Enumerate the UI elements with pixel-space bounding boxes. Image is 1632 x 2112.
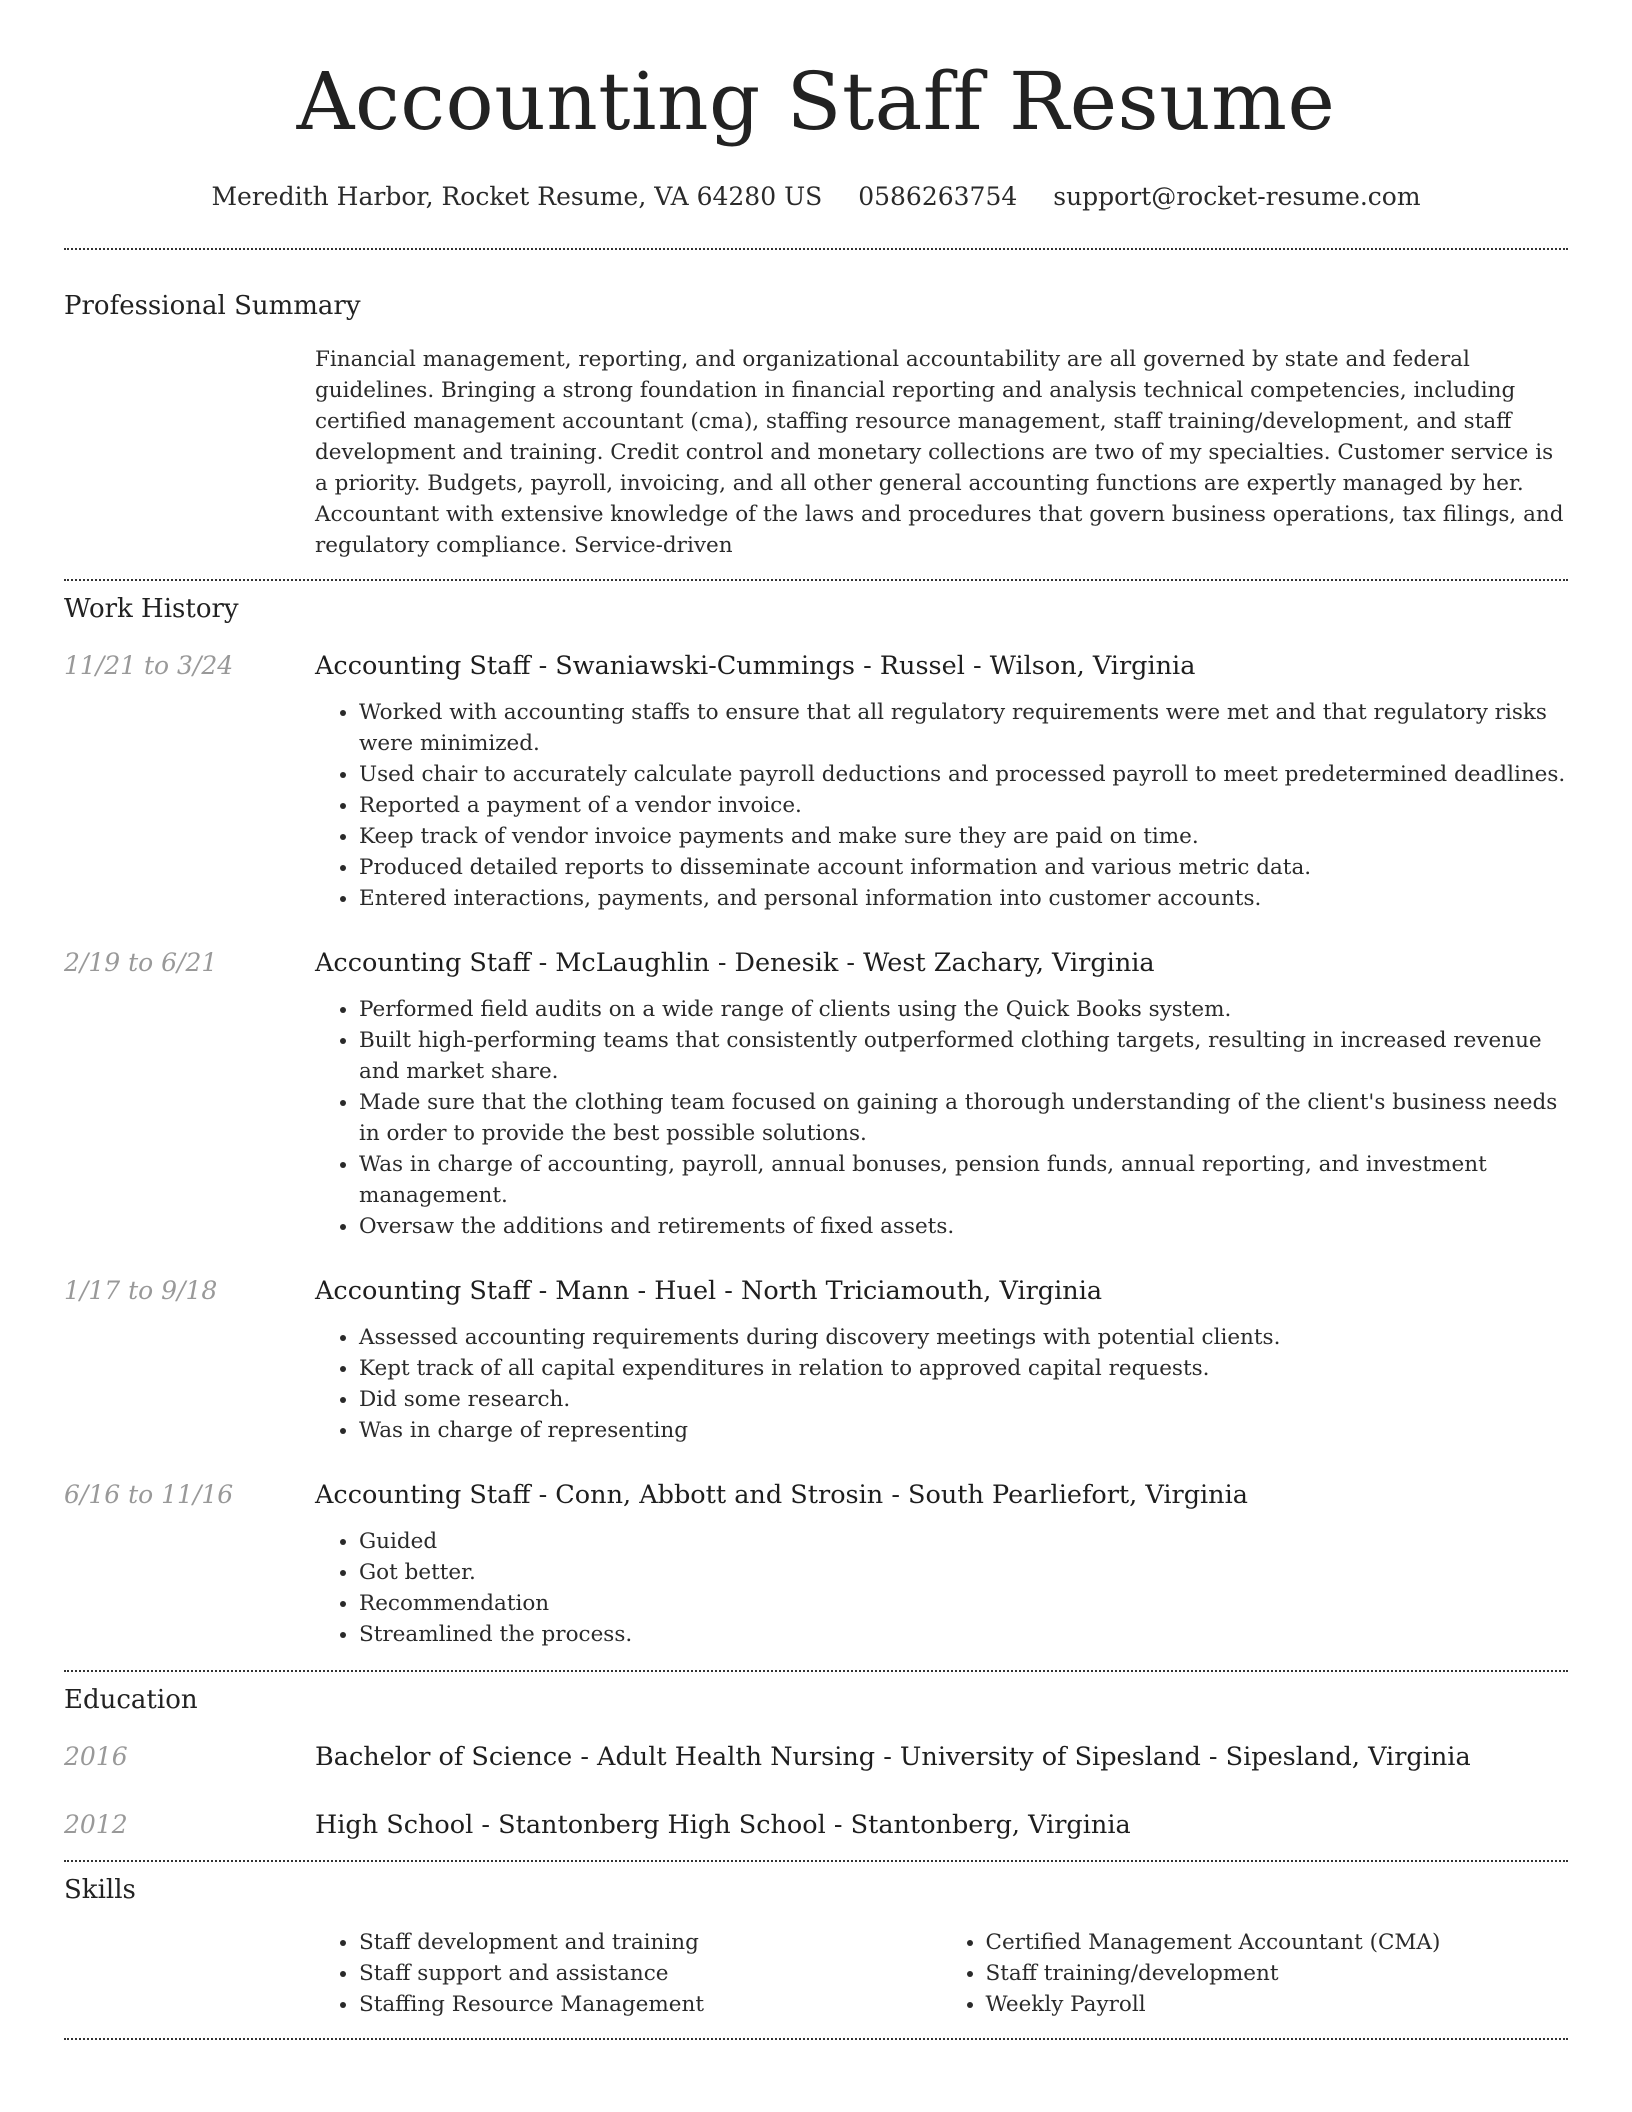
job-dates: 6/16 to 11/16 <box>64 1480 234 1509</box>
job-heading <box>315 649 1568 683</box>
list-item: • Guided <box>359 1526 1568 1557</box>
section-title-summary: Professional Summary <box>64 291 361 321</box>
list-item: • Was in charge of accounting, payroll, annual bonuses, pension funds, annual reporting, and investment management. <box>359 1149 1568 1211</box>
education-entry <box>64 1740 1568 1774</box>
resume-title: Accounting Staff Resume <box>296 55 1336 148</box>
job-body <box>315 946 1568 1242</box>
job-title: Accounting Staff <box>315 948 531 978</box>
divider <box>64 2038 1568 2040</box>
skill-item: • Staff training/development <box>986 1958 1569 1989</box>
education-details: - Stantonberg High School - Stantonberg, Virginia <box>473 1810 1131 1840</box>
contact-phone: 0586263754 <box>858 182 1018 211</box>
education-heading <box>315 1808 1568 1842</box>
job-heading <box>315 1274 1568 1308</box>
skill-item: • Certified Management Accountant (CMA) <box>986 1927 1569 1958</box>
job-entry <box>64 649 1568 914</box>
job-dates: 2/19 to 6/21 <box>64 948 218 977</box>
list-item: • Was in charge of representing <box>359 1415 1568 1446</box>
divider <box>64 579 1568 581</box>
job-title: Accounting Staff <box>315 651 531 681</box>
list-item: • Used chair to accurately calculate payroll deductions and processed payroll to meet predetermined deadlines. <box>359 759 1568 790</box>
list-item: • Built high-performing teams that consistently outperformed clothing targets, resulting in increased revenue and market share. <box>359 1025 1568 1087</box>
skills-row <box>64 1927 1568 2020</box>
section-title-skills: Skills <box>64 1875 136 1905</box>
section-title-work: Work History <box>64 594 239 624</box>
job-details: - Mann - Huel - North Triciamouth, Virginia <box>530 1276 1103 1306</box>
list-item: • Performed field audits on a wide range of clients using the Quick Books system. <box>359 994 1568 1025</box>
skills-spacer <box>64 1927 315 2020</box>
job-title: Accounting Staff <box>315 1480 531 1510</box>
list-item: • Produced detailed reports to disseminate account information and various metric data. <box>359 852 1568 883</box>
skills-column-1 <box>315 1927 942 2020</box>
list-item: • Recommendation <box>359 1588 1568 1619</box>
divider <box>64 248 1568 250</box>
job-bullets <box>315 1526 1568 1650</box>
divider <box>64 1860 1568 1862</box>
job-dates: 1/17 to 9/18 <box>64 1276 218 1305</box>
list-item: • Kept track of all capital expenditures in relation to approved capital requests. <box>359 1353 1568 1384</box>
list-item: • Worked with accounting staffs to ensure that all regulatory requirements were met and that regulatory risks were minimized. <box>359 697 1568 759</box>
contact-email: support@rocket-resume.com <box>1053 182 1421 211</box>
education-year: 2016 <box>64 1742 128 1771</box>
education-degree: Bachelor of Science <box>315 1742 573 1772</box>
job-entry <box>64 946 1568 1242</box>
job-details: - Conn, Abbott and Strosin - South Pearliefort, Virginia <box>530 1480 1248 1510</box>
skills-column-2 <box>942 1927 1569 2020</box>
list-item: • Made sure that the clothing team focused on gaining a thorough understanding of the client's business needs in order to provide the best possible solutions. <box>359 1087 1568 1149</box>
job-entry <box>64 1478 1568 1650</box>
job-body <box>315 1274 1568 1446</box>
contact-line <box>64 180 1568 214</box>
summary-row <box>64 344 1568 561</box>
job-heading <box>315 946 1568 980</box>
summary-body <box>315 344 1568 561</box>
job-body <box>315 1478 1568 1650</box>
list-item: • Did some research. <box>359 1384 1568 1415</box>
education-details: - Adult Health Nursing - University of Sipesland - Sipesland, Virginia <box>572 1742 1471 1772</box>
job-entry <box>64 1274 1568 1446</box>
summary-text: Financial management, reporting, and organizational accountability are all governed by state and federal guidelines. Bringing a strong foundation in financial reporting and analysis technical competencies, including certified management accountant (cma), staffing resource management, staff training/development, and staff development and training. Credit control and monetary collections are two of my specialties. Customer service is a priority. Budgets, payroll, invoicing, and all other general accounting functions are expertly managed by her. Accountant with extensive knowledge of the laws and procedures that govern business operations, tax filings, and regulatory compliance. Service-driven <box>315 347 1564 558</box>
job-title: Accounting Staff <box>315 1276 531 1306</box>
job-bullets <box>315 1322 1568 1446</box>
list-item: • Streamlined the process. <box>359 1619 1568 1650</box>
list-item: • Entered interactions, payments, and personal information into customer accounts. <box>359 883 1568 914</box>
education-heading <box>315 1740 1568 1774</box>
education-degree: High School <box>315 1810 474 1840</box>
section-title-education: Education <box>64 1685 198 1715</box>
skills-list <box>315 1927 1568 2020</box>
education-year: 2012 <box>64 1810 128 1839</box>
list-item: • Reported a payment of a vendor invoice. <box>359 790 1568 821</box>
list-item: • Oversaw the additions and retirements of fixed assets. <box>359 1211 1568 1242</box>
education-entry <box>64 1808 1568 1842</box>
job-details: - Swaniawski-Cummings - Russel - Wilson, Virginia <box>530 651 1196 681</box>
job-bullets <box>315 697 1568 914</box>
contact-address: Meredith Harbor, Rocket Resume, VA 64280 US <box>211 182 823 211</box>
skill-item: • Staff development and training <box>359 1927 942 1958</box>
summary-spacer <box>64 344 315 561</box>
job-body <box>315 649 1568 914</box>
skill-item: • Staffing Resource Management <box>359 1989 942 2020</box>
skill-item: • Staff support and assistance <box>359 1958 942 1989</box>
skill-item: • Weekly Payroll <box>986 1989 1569 2020</box>
divider <box>64 1670 1568 1672</box>
job-bullets <box>315 994 1568 1242</box>
job-heading <box>315 1478 1568 1512</box>
job-dates: 11/21 to 3/24 <box>64 651 234 680</box>
job-details: - McLaughlin - Denesik - West Zachary, Virginia <box>530 948 1155 978</box>
list-item: • Got better. <box>359 1557 1568 1588</box>
list-item: • Assessed accounting requirements during discovery meetings with potential clients. <box>359 1322 1568 1353</box>
list-item: • Keep track of vendor invoice payments and make sure they are paid on time. <box>359 821 1568 852</box>
